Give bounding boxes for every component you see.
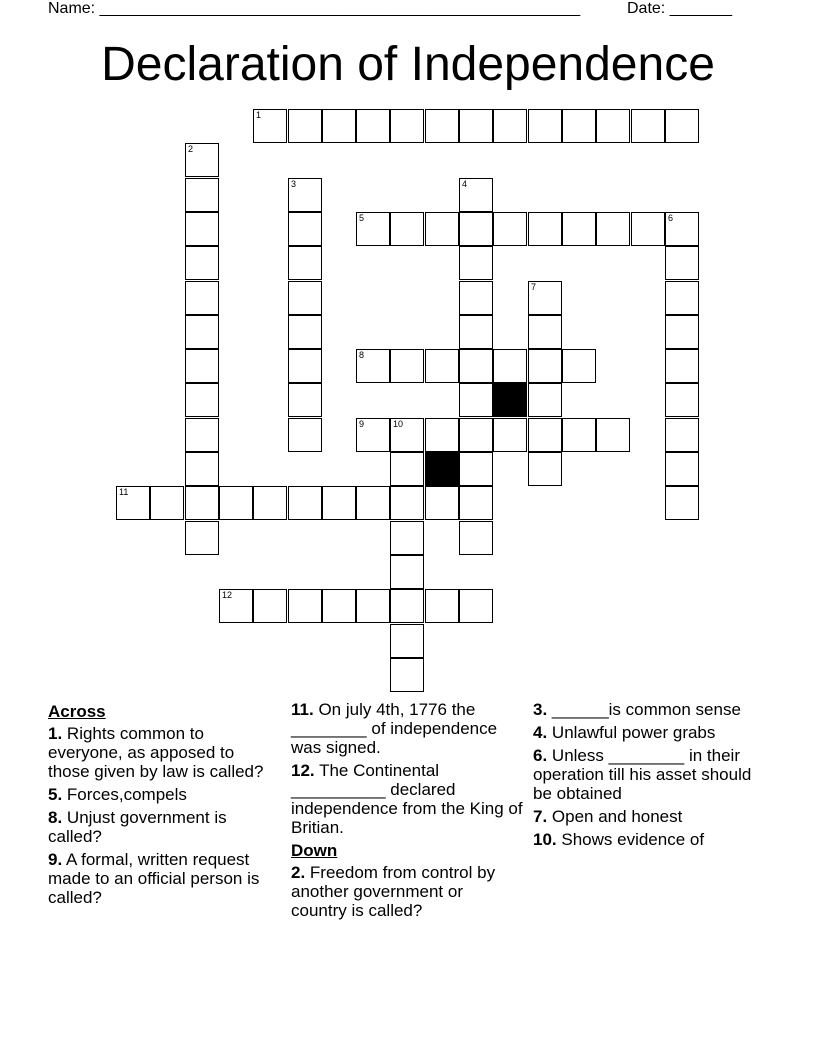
grid-cell[interactable]	[459, 589, 493, 623]
clue-number-label: 9	[359, 419, 365, 429]
grid-cell[interactable]	[425, 212, 459, 246]
clues-column-1	[48, 700, 280, 911]
grid-cell[interactable]	[528, 349, 562, 383]
across-clue-11	[291, 700, 523, 757]
clue-number-label: 10	[393, 419, 404, 429]
clue-text: Unjust government is called?	[48, 808, 227, 846]
clue-number-label: 11	[119, 487, 129, 497]
grid-cell[interactable]	[185, 521, 219, 555]
grid-cell[interactable]	[253, 486, 287, 520]
grid-cell[interactable]	[562, 418, 596, 452]
down-clue-7	[533, 807, 773, 826]
grid-cell[interactable]	[390, 624, 424, 658]
clue-number: 10.	[533, 830, 557, 849]
grid-cell[interactable]	[459, 109, 493, 143]
down-heading: Down	[291, 841, 338, 860]
grid-cell[interactable]	[185, 452, 219, 486]
across-clue-5	[48, 785, 280, 804]
grid-cell[interactable]	[459, 349, 493, 383]
grid-cell[interactable]	[150, 486, 184, 520]
black-square	[493, 383, 527, 417]
grid-cell[interactable]	[459, 418, 493, 452]
grid-cell[interactable]	[288, 281, 322, 315]
grid-cell[interactable]	[425, 349, 459, 383]
grid-cell[interactable]	[459, 315, 493, 349]
grid-cell[interactable]	[596, 212, 630, 246]
grid-cell[interactable]	[390, 555, 424, 589]
grid-cell[interactable]	[493, 418, 527, 452]
grid-cell[interactable]	[390, 486, 424, 520]
grid-cell[interactable]	[288, 589, 322, 623]
clue-text: Unlawful power grabs	[551, 723, 716, 742]
clue-number-label: 4	[462, 179, 468, 189]
grid-cell[interactable]	[185, 212, 219, 246]
clue-number-label: 6	[668, 213, 674, 223]
grid-cell[interactable]	[219, 589, 253, 623]
grid-cell[interactable]	[356, 418, 390, 452]
grid-cell[interactable]	[459, 486, 493, 520]
black-square	[425, 452, 459, 486]
grid-cell[interactable]	[459, 178, 493, 212]
clue-number-label: 8	[359, 350, 365, 360]
clue-text: Unless ________ in their operation till his asset should be obtained	[533, 746, 752, 803]
grid-cell[interactable]	[253, 589, 287, 623]
grid-cell[interactable]	[665, 486, 699, 520]
grid-cell[interactable]	[116, 486, 150, 520]
grid-cell[interactable]	[185, 246, 219, 280]
clue-number: 8.	[48, 808, 63, 827]
grid-cell[interactable]	[219, 486, 253, 520]
grid-cell[interactable]	[459, 521, 493, 555]
down-clue-10	[533, 830, 773, 849]
grid-cell[interactable]	[390, 452, 424, 486]
clue-number-label: 5	[359, 213, 365, 223]
grid-cell[interactable]	[562, 212, 596, 246]
grid-cell[interactable]	[528, 315, 562, 349]
across-heading: Across	[48, 702, 106, 721]
grid-cell[interactable]	[390, 658, 424, 692]
clue-text: Freedom from control by another government or country is called?	[291, 863, 496, 920]
grid-cell[interactable]	[356, 212, 390, 246]
grid-cell[interactable]	[390, 349, 424, 383]
page-title: Declaration of Independence	[101, 38, 715, 91]
grid-cell[interactable]	[288, 383, 322, 417]
grid-cell[interactable]	[356, 109, 390, 143]
clue-number: 5.	[48, 785, 63, 804]
grid-cell[interactable]	[288, 418, 322, 452]
clue-number-label: 12	[222, 590, 233, 600]
grid-cell[interactable]	[562, 109, 596, 143]
clues-column-2	[291, 700, 523, 924]
down-clue-3	[533, 700, 773, 719]
clue-text: Forces,compels	[66, 785, 187, 804]
clue-number: 1.	[48, 724, 63, 743]
clue-number-label: 2	[188, 144, 194, 154]
grid-cell[interactable]	[665, 212, 699, 246]
grid-cell[interactable]	[288, 212, 322, 246]
clue-number-label: 7	[531, 282, 537, 292]
grid-cell[interactable]	[288, 109, 322, 143]
clue-number: 11.	[291, 700, 314, 719]
down-clue-2	[291, 863, 523, 920]
clue-text: Rights common to everyone, as apposed to those given by law is called?	[48, 724, 264, 781]
grid-cell[interactable]	[185, 349, 219, 383]
clues-column-3	[533, 700, 773, 853]
grid-cell[interactable]	[562, 349, 596, 383]
clue-text: Open and honest	[551, 807, 683, 826]
grid-cell[interactable]	[288, 486, 322, 520]
grid-cell[interactable]	[185, 143, 219, 177]
grid-cell[interactable]	[390, 589, 424, 623]
grid-cell[interactable]	[425, 589, 459, 623]
grid-cell[interactable]	[185, 383, 219, 417]
grid-cell[interactable]	[390, 109, 424, 143]
grid-cell[interactable]	[665, 349, 699, 383]
grid-cell[interactable]	[185, 418, 219, 452]
grid-cell[interactable]	[665, 383, 699, 417]
across-clue-12	[291, 761, 523, 837]
grid-cell[interactable]	[425, 486, 459, 520]
grid-cell[interactable]	[631, 212, 665, 246]
grid-cell[interactable]	[288, 246, 322, 280]
date-field[interactable]: Date: _______	[627, 0, 732, 17]
grid-cell[interactable]	[356, 589, 390, 623]
grid-cell[interactable]	[356, 486, 390, 520]
down-clue-4	[533, 723, 773, 742]
clue-text: Shows evidence of	[561, 830, 705, 849]
grid-cell[interactable]	[390, 521, 424, 555]
grid-cell[interactable]	[459, 281, 493, 315]
grid-cell[interactable]	[596, 418, 630, 452]
grid-cell[interactable]	[528, 109, 562, 143]
grid-cell[interactable]	[459, 246, 493, 280]
clue-text: On july 4th, 1776 the ________ of independence was signed.	[291, 700, 498, 757]
clue-number: 12.	[291, 761, 315, 780]
clue-number-label: 3	[291, 179, 297, 189]
clue-number: 2.	[291, 863, 306, 882]
across-clue-9	[48, 850, 280, 907]
name-field[interactable]: Name: ______________________________________________________	[48, 0, 581, 17]
clue-number: 4.	[533, 723, 548, 742]
grid-cell[interactable]	[322, 589, 356, 623]
grid-cell[interactable]	[493, 109, 527, 143]
clue-text: A formal, written request made to an official person is called?	[48, 850, 260, 907]
grid-cell[interactable]	[185, 315, 219, 349]
grid-cell[interactable]	[665, 281, 699, 315]
grid-cell[interactable]	[459, 452, 493, 486]
grid-cell[interactable]	[288, 178, 322, 212]
clue-text: ______is common sense	[551, 700, 741, 719]
grid-cell[interactable]	[528, 452, 562, 486]
grid-cell[interactable]	[596, 109, 630, 143]
grid-cell[interactable]	[665, 452, 699, 486]
grid-cell[interactable]	[185, 178, 219, 212]
grid-cell[interactable]	[288, 315, 322, 349]
grid-cell[interactable]	[528, 418, 562, 452]
grid-cell[interactable]	[665, 315, 699, 349]
grid-cell[interactable]	[185, 281, 219, 315]
grid-cell[interactable]	[288, 349, 322, 383]
grid-cell[interactable]	[356, 349, 390, 383]
clue-number: 9.	[48, 850, 63, 869]
grid-cell[interactable]	[425, 109, 459, 143]
grid-cell[interactable]	[425, 418, 459, 452]
grid-cell[interactable]	[253, 109, 287, 143]
clue-number: 7.	[533, 807, 548, 826]
across-clue-1	[48, 724, 280, 781]
grid-cell[interactable]	[631, 109, 665, 143]
grid-cell[interactable]	[665, 418, 699, 452]
grid-cell[interactable]	[390, 418, 424, 452]
clue-number: 6.	[533, 746, 548, 765]
clue-number: 3.	[533, 700, 548, 719]
clue-text: The Continental __________ declared independence from the King of Britian.	[291, 761, 523, 837]
across-clue-8	[48, 808, 280, 846]
grid-cell[interactable]	[665, 109, 699, 143]
grid-cell[interactable]	[665, 246, 699, 280]
grid-cell[interactable]	[185, 486, 219, 520]
grid-cell[interactable]	[322, 486, 356, 520]
grid-cell[interactable]	[493, 212, 527, 246]
clue-number-label: 1	[256, 110, 262, 120]
grid-cell[interactable]	[528, 212, 562, 246]
down-clue-6	[533, 746, 773, 803]
grid-cell[interactable]	[459, 212, 493, 246]
grid-cell[interactable]	[528, 281, 562, 315]
grid-cell[interactable]	[459, 383, 493, 417]
grid-cell[interactable]	[528, 383, 562, 417]
grid-cell[interactable]	[493, 349, 527, 383]
grid-cell[interactable]	[390, 212, 424, 246]
grid-cell[interactable]	[322, 109, 356, 143]
